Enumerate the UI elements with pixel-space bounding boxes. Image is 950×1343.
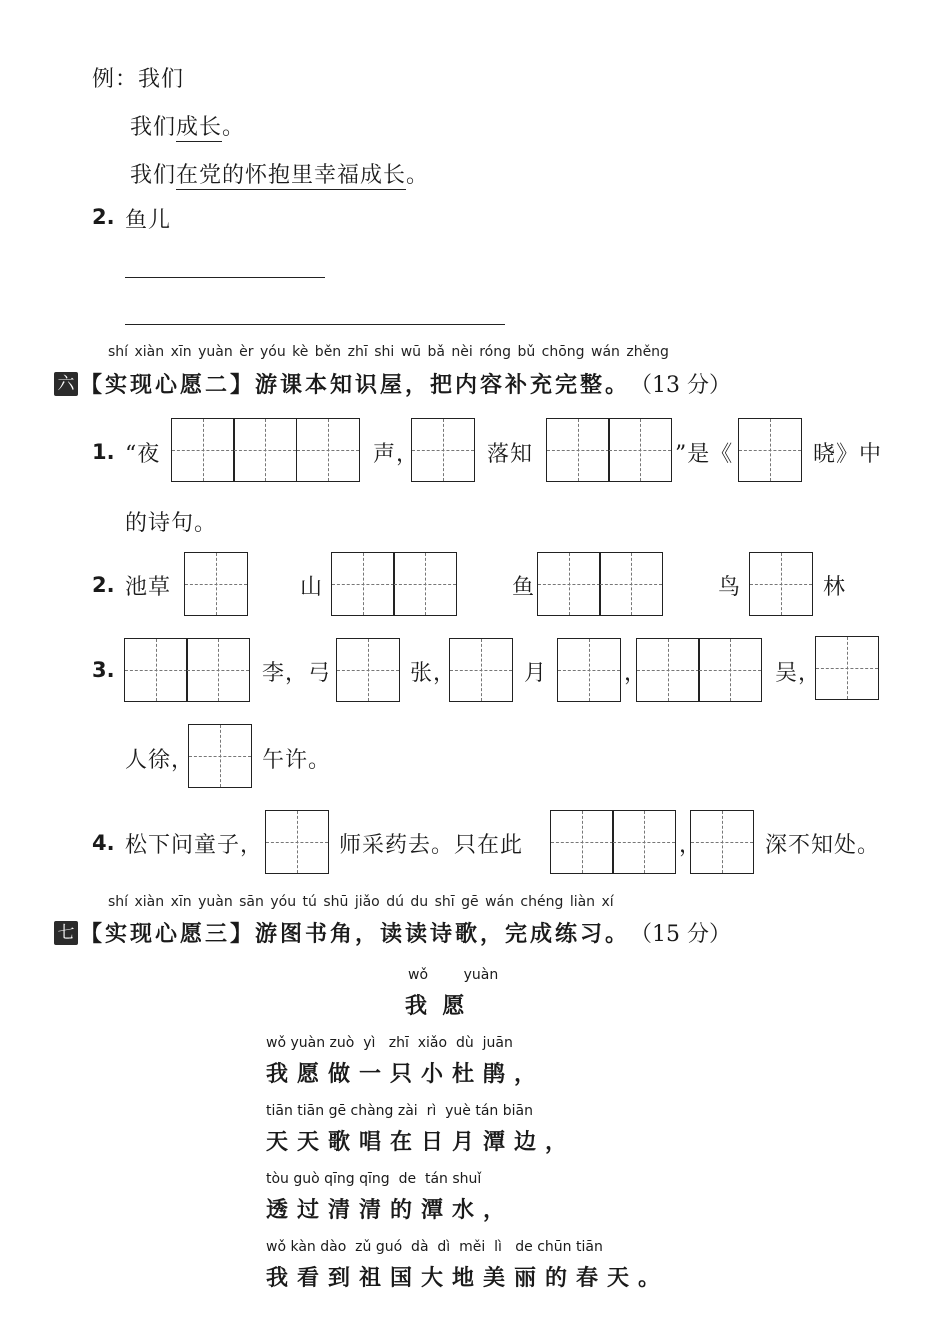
answer-cell[interactable]	[186, 638, 250, 702]
item-6-3-grid-1	[124, 638, 249, 702]
item-6-1-text-4: ”是《	[675, 442, 734, 467]
example-line-1-suffix: 。	[222, 115, 246, 140]
example-line-2-underlined: 在党的怀抱里幸福成长	[176, 163, 407, 188]
q2-text: 鱼儿	[125, 208, 172, 233]
section-7-title: 【实现心愿三】游图书角，读读诗歌，完成练习。	[80, 922, 631, 947]
example-line-1	[130, 110, 245, 141]
q2-answer-blank-2[interactable]	[125, 324, 505, 325]
answer-cell[interactable]	[557, 638, 621, 702]
poem-line-3-pinyin: tòu guò qīng qīng de tán shuǐ	[266, 1171, 482, 1187]
example-line-2-suffix: 。	[406, 163, 430, 188]
answer-cell[interactable]	[124, 638, 188, 702]
item-6-4-text-3: ，	[679, 833, 703, 858]
item-6-3-grid-6	[815, 636, 877, 700]
answer-cell[interactable]	[690, 810, 754, 874]
item-6-3-text-4: ，	[624, 661, 648, 686]
poem-title: 我 愿	[405, 994, 465, 1019]
item-6-1-text-5: 晓》中	[813, 442, 883, 467]
answer-cell[interactable]	[449, 638, 513, 702]
answer-cell[interactable]	[636, 638, 700, 702]
poem-line-2: 天天歌唱在日月潭边，	[266, 1130, 577, 1155]
item-6-1-text-3: 落知	[487, 442, 534, 467]
answer-cell[interactable]	[537, 552, 601, 616]
item-6-4-grid-1	[265, 810, 327, 874]
answer-cell[interactable]	[188, 724, 252, 788]
item-6-1-text-1: “夜	[125, 442, 161, 467]
poem-line-2-pinyin: tiān tiān gē chàng zài rì yuè tán biān	[266, 1103, 533, 1119]
q2-number: 2.	[92, 205, 115, 229]
item-6-1-text-2: 声，	[373, 442, 420, 467]
q2-answer-blank-1[interactable]	[125, 277, 325, 278]
answer-cell[interactable]	[738, 418, 802, 482]
answer-cell[interactable]	[296, 418, 360, 482]
poem-line-4-pinyin: wǒ kàn dào zǔ guó dà dì měi lì de chūn tiān	[266, 1239, 603, 1255]
item-6-2-text-5: 林	[823, 575, 847, 600]
item-6-3-text-2: 张，	[410, 661, 457, 686]
item-6-3-grid-2	[336, 638, 398, 702]
example-line-1-underlined: 成长	[176, 115, 223, 140]
item-6-3-grid-5	[636, 638, 761, 702]
section-6-badge: 六	[54, 372, 78, 396]
item-6-4-text-1: 松下问童子，	[125, 833, 264, 858]
section-6-score: （13 分）	[630, 373, 732, 398]
item-6-3-text-5: 吴，	[775, 661, 822, 686]
item-6-3-number: 3.	[92, 658, 115, 682]
answer-cell[interactable]	[393, 552, 457, 616]
item-6-2-grid-2	[331, 552, 456, 616]
item-6-2-text-1: 池草	[125, 575, 172, 600]
item-6-3-continuation-2: 午许。	[262, 748, 332, 773]
item-6-3-grid-7	[188, 724, 250, 788]
answer-cell[interactable]	[608, 418, 672, 482]
answer-cell[interactable]	[599, 552, 663, 616]
item-6-3-text-3: 月	[524, 661, 548, 686]
item-6-1-grid-1	[171, 418, 358, 482]
item-6-4-grid-3	[690, 810, 752, 874]
poem-title-pinyin: wǒ yuàn	[408, 967, 499, 983]
item-6-2-grid-1	[184, 552, 246, 616]
item-6-4-number: 4.	[92, 831, 115, 855]
item-6-1-grid-2	[411, 418, 473, 482]
section-7-score: （15 分）	[630, 922, 732, 947]
item-6-3-text-1: 李，弓	[262, 661, 332, 686]
example-line-2-prefix: 我们	[130, 163, 177, 188]
answer-cell[interactable]	[749, 552, 813, 616]
item-6-3-grid-4	[557, 638, 619, 702]
item-6-2-text-4: 鸟	[718, 575, 742, 600]
answer-cell[interactable]	[815, 636, 879, 700]
item-6-3-continuation-1: 人徐，	[125, 748, 195, 773]
poem-line-1: 我愿做一只小杜鹃，	[266, 1062, 546, 1087]
poem-line-1-pinyin: wǒ yuàn zuò yì zhī xiǎo dù juān	[266, 1035, 513, 1051]
item-6-3-grid-3	[449, 638, 511, 702]
item-6-1-grid-3	[546, 418, 671, 482]
item-6-4-grid-2	[550, 810, 675, 874]
answer-cell[interactable]	[698, 638, 762, 702]
answer-cell[interactable]	[184, 552, 248, 616]
answer-cell[interactable]	[612, 810, 676, 874]
section-6-heading	[54, 368, 731, 399]
example-line-1-prefix: 我们	[130, 115, 177, 140]
answer-cell[interactable]	[546, 418, 610, 482]
answer-cell[interactable]	[331, 552, 395, 616]
answer-cell[interactable]	[550, 810, 614, 874]
item-6-2-text-2: 山	[300, 575, 324, 600]
item-6-1-grid-4	[738, 418, 800, 482]
poem-line-4: 我看到祖国大地美丽的春天。	[266, 1266, 670, 1291]
item-6-2-number: 2.	[92, 573, 115, 597]
section-6-title: 【实现心愿二】游课本知识屋，把内容补充完整。	[80, 373, 631, 398]
section-6-pinyin: shí xiàn xīn yuàn èr yóu kè běn zhī shi wū bǎ nèi róng bǔ chōng wán zhěng	[108, 344, 669, 360]
section-7-heading	[54, 917, 731, 948]
example-label: 例：我们	[92, 67, 185, 92]
answer-cell[interactable]	[265, 810, 329, 874]
poem-line-3: 透过清清的潭水，	[266, 1198, 515, 1223]
answer-cell[interactable]	[411, 418, 475, 482]
answer-cell[interactable]	[233, 418, 297, 482]
example-line-2	[130, 158, 429, 189]
item-6-2-grid-3	[537, 552, 662, 616]
item-6-2-text-3: 鱼	[512, 575, 536, 600]
section-7-pinyin: shí xiàn xīn yuàn sān yóu tú shū jiǎo dú du shī gē wán chéng liàn xí	[108, 894, 614, 910]
answer-cell[interactable]	[336, 638, 400, 702]
item-6-2-grid-4	[749, 552, 811, 616]
item-6-4-text-4: 深不知处。	[765, 833, 881, 858]
item-6-4-text-2: 师采药去。只在此	[339, 833, 524, 858]
item-6-1-number: 1.	[92, 440, 115, 464]
section-7-badge: 七	[54, 921, 78, 945]
answer-cell[interactable]	[171, 418, 235, 482]
item-6-1-continuation: 的诗句。	[125, 511, 218, 536]
